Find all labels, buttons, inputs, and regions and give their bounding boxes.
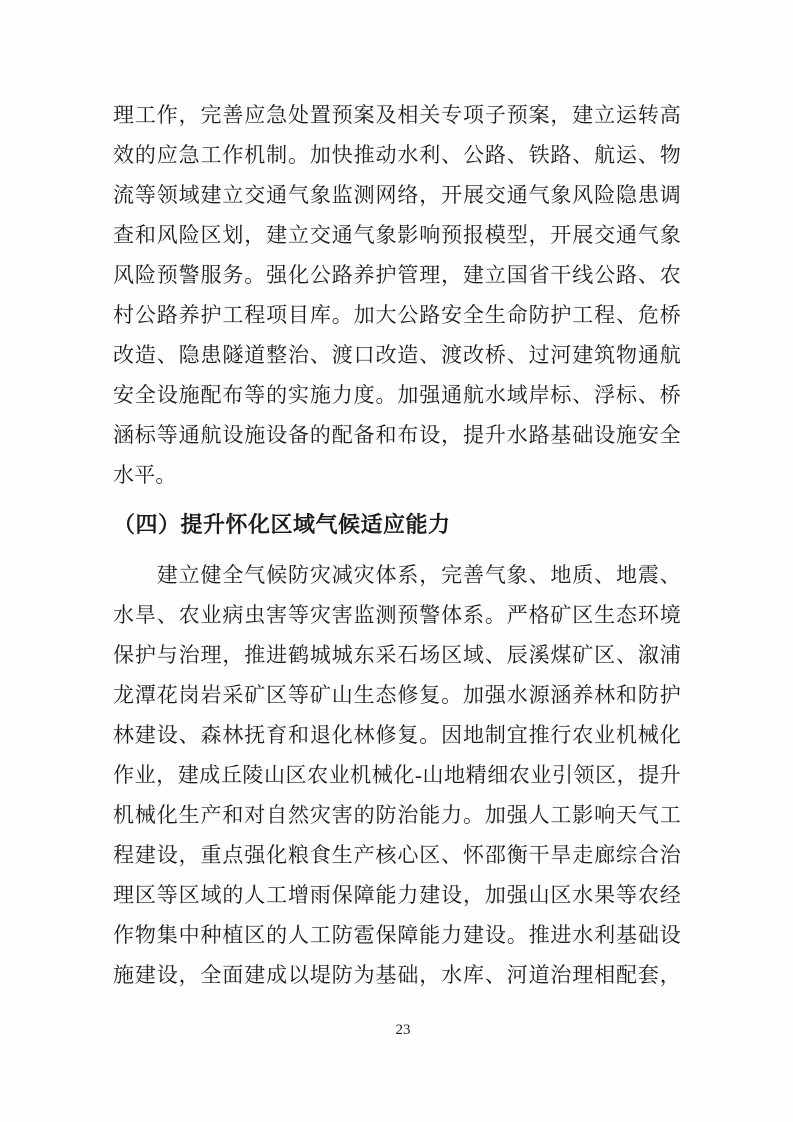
text-line: 涵标等通航设施设备的配备和布设，提升水路基础设施安全 [113,423,681,447]
text-line: 水旱、农业病虫害等灾害监测预警体系。严格矿区生态环境 [113,603,681,627]
text-line: 建立健全气候防灾减灾体系，完善气象、地质、地震、 [113,563,681,587]
section-heading: （四）提升怀化区域气候适应能力 [113,512,451,537]
text-line: 安全设施配布等的实施力度。加强通航水域岸标、浮标、桥 [113,383,681,407]
text-line: 作业，建成丘陵山区农业机械化-山地精细农业引领区，提升 [113,763,681,787]
page-number: 23 [395,1022,411,1038]
text-line: 林建设、森林抚育和退化林修复。因地制宜推行农业机械化 [113,723,681,747]
text-line: 施建设，全面建成以堤防为基础，水库、河道治理相配套， [113,963,681,987]
text-line: 保护与治理，推进鹤城城东采石场区域、辰溪煤矿区、溆浦 [113,643,681,667]
paragraph-body [113,555,681,995]
text-line: 效的应急工作机制。加快推动水利、公路、铁路、航运、物 [113,143,681,167]
paragraph-continuation [113,95,681,495]
text-line: 流等领域建立交通气象监测网络，开展交通气象风险隐患调 [113,183,681,207]
text-line: 作物集中种植区的人工防雹保障能力建设。推进水利基础设 [113,923,681,947]
text-line: 机械化生产和对自然灾害的防治能力。加强人工影响天气工 [113,803,681,827]
section-heading-row [113,505,681,545]
text-line: 理工作，完善应急处置预案及相关专项子预案，建立运转高 [113,103,681,127]
text-line: 水平。 [113,463,177,487]
text-line: 村公路养护工程项目库。加大公路安全生命防护工程、危桥 [113,303,681,327]
text-line: 理区等区域的人工增雨保障能力建设，加强山区水果等农经 [113,883,681,907]
text-line: 风险预警服务。强化公路养护管理，建立国省干线公路、农 [113,263,681,287]
text-line: 龙潭花岗岩采矿区等矿山生态修复。加强水源涵养林和防护 [113,683,681,707]
text-line: 改造、隐患隧道整治、渡口改造、渡改桥、过河建筑物通航 [113,343,681,367]
text-line: 程建设，重点强化粮食生产核心区、怀邵衡干旱走廊综合治 [113,843,681,867]
text-line: 查和风险区划，建立交通气象影响预报模型，开展交通气象 [113,223,681,247]
